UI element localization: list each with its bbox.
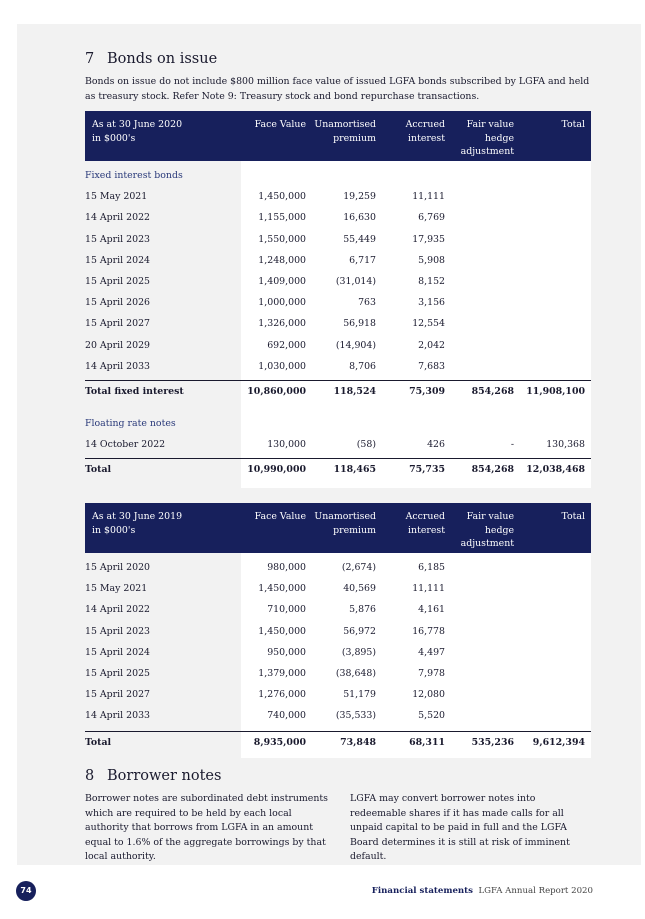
row-label: Total <box>85 464 112 475</box>
row-label: 15 April 2027 <box>85 689 150 700</box>
header-unamortised: Unamortised premium <box>314 511 376 536</box>
accrued-cell: 16,778 <box>412 626 445 637</box>
table-row <box>85 271 591 292</box>
total-row <box>85 731 591 753</box>
face-value-cell: 10,860,000 <box>247 386 306 397</box>
row-label: 15 May 2021 <box>85 191 148 202</box>
face-value-cell: 980,000 <box>267 562 306 573</box>
header-accrued: Accrued interest <box>405 511 445 536</box>
unamortised-cell: (2,674) <box>341 562 376 573</box>
fair-value-cell: - <box>510 439 514 450</box>
total-cell: 9,612,394 <box>532 737 585 748</box>
face-value-cell: 10,990,000 <box>247 464 306 475</box>
section-8-right-column: LGFA may convert borrower notes into redeemable shares if it has made calls for all unpaid capital to be paid in full and the LGFA Board determines it is still at risk of imminent default. <box>350 793 570 862</box>
header-date-label: As at 30 June 2019 in $000's <box>92 511 183 536</box>
unamortised-cell: (58) <box>356 439 376 450</box>
header-date-label: As at 30 June 2020 in $000's <box>92 119 183 144</box>
table-row <box>85 292 591 313</box>
face-value-cell: 1,450,000 <box>258 191 306 202</box>
section-row <box>85 165 591 186</box>
face-value-cell: 8,935,000 <box>253 737 306 748</box>
section-8-heading <box>85 768 221 784</box>
accrued-cell: 3,156 <box>418 297 445 308</box>
total-cell: 11,908,100 <box>526 386 585 397</box>
unamortised-cell: 5,876 <box>349 604 376 615</box>
accrued-cell: 7,978 <box>418 668 445 679</box>
table-row <box>85 642 591 663</box>
unamortised-cell: 16,630 <box>343 212 376 223</box>
bonds-table-2019 <box>85 503 591 758</box>
face-value-cell: 1,276,000 <box>258 689 306 700</box>
table-row <box>85 186 591 207</box>
accrued-cell: 5,520 <box>418 710 445 721</box>
table-body <box>85 161 591 488</box>
bonds-table-2020 <box>85 111 591 488</box>
accrued-cell: 12,080 <box>412 689 445 700</box>
accrued-cell: 6,185 <box>418 562 445 573</box>
footer-report-label: LGFA Annual Report 2020 <box>478 886 593 896</box>
table-row <box>85 705 591 726</box>
row-label: 14 April 2033 <box>85 710 150 721</box>
section-7-heading <box>85 51 217 67</box>
footer-section-label: Financial statements <box>371 886 473 896</box>
accrued-cell: 426 <box>427 439 445 450</box>
face-value-cell: 1,450,000 <box>258 626 306 637</box>
total-cell: 130,368 <box>546 439 585 450</box>
header-face-value: Face Value <box>254 119 306 130</box>
row-label: 15 April 2023 <box>85 234 150 245</box>
accrued-cell: 75,735 <box>409 464 445 475</box>
face-value-cell: 1,409,000 <box>258 276 306 287</box>
unamortised-cell: 56,972 <box>343 626 376 637</box>
section-7-title: Bonds on issue <box>107 51 218 67</box>
table-header <box>85 111 591 161</box>
accrued-cell: 4,497 <box>418 647 445 658</box>
row-label: Floating rate notes <box>85 418 176 429</box>
unamortised-cell: (14,904) <box>335 340 376 351</box>
fair-value-cell: 854,268 <box>471 386 514 397</box>
face-value-cell: 1,450,000 <box>258 583 306 594</box>
row-label: Total fixed interest <box>85 386 184 397</box>
face-value-cell: 1,326,000 <box>258 318 306 329</box>
unamortised-cell: 56,918 <box>343 318 376 329</box>
face-value-cell: 710,000 <box>267 604 306 615</box>
accrued-cell: 7,683 <box>418 361 445 372</box>
header-accrued: Accrued interest <box>405 119 445 144</box>
accrued-cell: 11,111 <box>412 583 445 594</box>
unamortised-cell: (3,895) <box>341 647 376 658</box>
section-8-number: 8 <box>85 768 95 784</box>
accrued-cell: 68,311 <box>409 737 445 748</box>
header-total: Total <box>561 511 585 522</box>
section-8-title: Borrower notes <box>107 768 222 784</box>
table-row <box>85 599 591 620</box>
unamortised-cell: 6,717 <box>349 255 376 266</box>
accrued-cell: 17,935 <box>412 234 445 245</box>
accrued-cell: 6,769 <box>418 212 445 223</box>
table-row <box>85 229 591 250</box>
accrued-cell: 75,309 <box>409 386 445 397</box>
page-number-badge: 74 <box>16 881 36 901</box>
row-label: 15 April 2024 <box>85 647 150 658</box>
row-label: 14 April 2033 <box>85 361 150 372</box>
unamortised-cell: 55,449 <box>343 234 376 245</box>
section-8-left-column: Borrower notes are subordinated debt instruments which are required to be held by each local authority that borrows from LGFA in an amount equal to 1.6% of the aggregate borrowings by that local authority. <box>85 793 328 862</box>
header-face-value: Face Value <box>254 511 306 522</box>
row-label: 15 April 2025 <box>85 668 150 679</box>
header-fair-value: Fair value hedge adjustment <box>460 511 514 550</box>
accrued-cell: 5,908 <box>418 255 445 266</box>
row-label: 15 April 2023 <box>85 626 150 637</box>
face-value-cell: 1,155,000 <box>258 212 306 223</box>
unamortised-cell: 73,848 <box>340 737 376 748</box>
row-label: 14 April 2022 <box>85 212 150 223</box>
accrued-cell: 12,554 <box>412 318 445 329</box>
table-body <box>85 553 591 758</box>
section-row <box>85 413 591 434</box>
row-label: Total <box>85 737 112 748</box>
header-fair-value: Fair value hedge adjustment <box>460 119 514 158</box>
face-value-cell: 1,248,000 <box>258 255 306 266</box>
face-value-cell: 950,000 <box>267 647 306 658</box>
row-label: 14 April 2022 <box>85 604 150 615</box>
accrued-cell: 8,152 <box>418 276 445 287</box>
total-row <box>85 380 591 402</box>
face-value-cell: 740,000 <box>267 710 306 721</box>
unamortised-cell: 118,524 <box>333 386 376 397</box>
row-label: 20 April 2029 <box>85 340 150 351</box>
total-row <box>85 458 591 480</box>
row-label: 15 April 2026 <box>85 297 150 308</box>
row-label: 15 April 2024 <box>85 255 150 266</box>
unamortised-cell: 118,465 <box>333 464 376 475</box>
total-cell: 12,038,468 <box>526 464 585 475</box>
accrued-cell: 11,111 <box>412 191 445 202</box>
table-row <box>85 578 591 599</box>
row-label: 15 April 2020 <box>85 562 150 573</box>
table-row <box>85 663 591 684</box>
header-total: Total <box>561 119 585 130</box>
row-label: 15 May 2021 <box>85 583 148 594</box>
table-row <box>85 207 591 228</box>
unamortised-cell: (35,533) <box>335 710 376 721</box>
unamortised-cell: 19,259 <box>343 191 376 202</box>
row-label: 15 April 2027 <box>85 318 150 329</box>
unamortised-cell: (38,648) <box>335 668 376 679</box>
face-value-cell: 1,000,000 <box>258 297 306 308</box>
table-row <box>85 335 591 356</box>
face-value-cell: 130,000 <box>267 439 306 450</box>
row-label: Fixed interest bonds <box>85 170 183 181</box>
fair-value-cell: 854,268 <box>471 464 514 475</box>
table-row <box>85 557 591 578</box>
unamortised-cell: 8,706 <box>349 361 376 372</box>
fair-value-cell: 535,236 <box>471 737 514 748</box>
accrued-cell: 4,161 <box>418 604 445 615</box>
table-row <box>85 356 591 377</box>
face-value-cell: 1,379,000 <box>258 668 306 679</box>
accrued-cell: 2,042 <box>418 340 445 351</box>
row-label: 15 April 2025 <box>85 276 150 287</box>
face-value-cell: 692,000 <box>267 340 306 351</box>
table-row <box>85 250 591 271</box>
section-7-number: 7 <box>85 51 95 67</box>
unamortised-cell: 40,569 <box>343 583 376 594</box>
table-row <box>85 434 591 455</box>
unamortised-cell: 763 <box>358 297 376 308</box>
table-row <box>85 313 591 334</box>
unamortised-cell: (31,014) <box>335 276 376 287</box>
face-value-cell: 1,030,000 <box>258 361 306 372</box>
table-row <box>85 684 591 705</box>
table-row <box>85 621 591 642</box>
header-unamortised: Unamortised premium <box>314 119 376 144</box>
footer-text <box>372 886 593 896</box>
table-header <box>85 503 591 553</box>
face-value-cell: 1,550,000 <box>258 234 306 245</box>
unamortised-cell: 51,179 <box>343 689 376 700</box>
row-label: 14 October 2022 <box>85 439 166 450</box>
section-7-intro: Bonds on issue do not include $800 million face value of issued LGFA bonds subscribed by LGFA and held as treasury stock. Refer Note 9: Treasury stock and bond repurchase transactions. <box>85 76 590 102</box>
